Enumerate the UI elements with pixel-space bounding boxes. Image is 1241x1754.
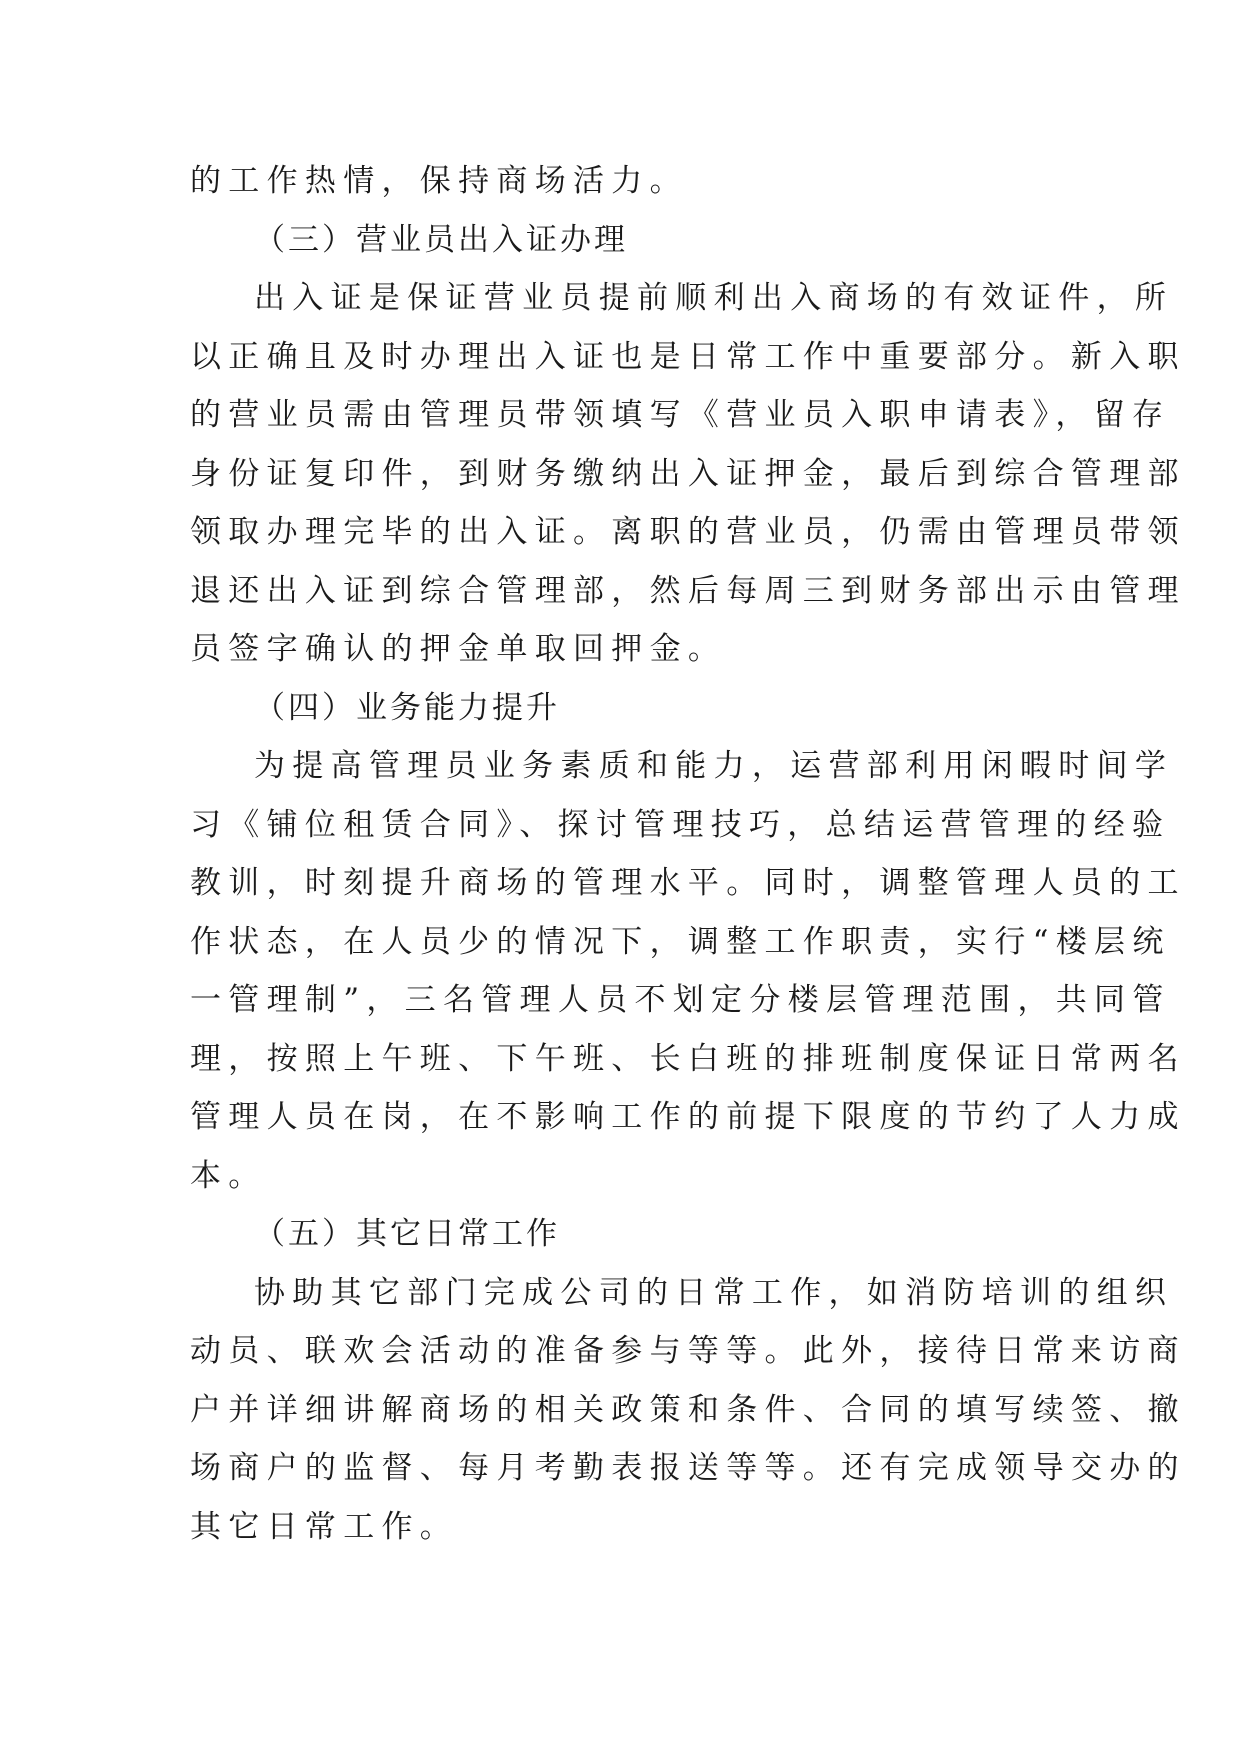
section-heading-4: （四）业务能力提升 [254,689,560,726]
document-body [190,152,1186,1556]
body-line: 作状态，在人员少的情况下，调整工作职责，实行“楼层统 [190,923,1171,960]
body-line: 习《铺位租赁合同》、探讨管理技巧，总结运营管理的经验 [190,806,1171,843]
body-line: 其它日常工作。 [190,1508,459,1545]
body-line: 退还出入证到综合管理部，然后每周三到财务部出示由管理 [190,572,1186,609]
body-line: 员签字确认的押金单取回押金。 [190,631,727,667]
body-line: 身份证复印件，到财务缴纳出入证押金，最后到综合管理部 [190,455,1186,492]
section-heading-5: （五）其它日常工作 [254,1216,560,1252]
body-line: 理，按照上午班、下午班、长白班的排班制度保证日常两名 [190,1040,1186,1077]
paragraph-start: 出入证是保证营业员提前顺利出入商场的有效证件，所 [254,280,1174,316]
body-line: 以正确且及时办理出入证也是日常工作中重要部分。新入职 [190,338,1186,375]
body-line: 的营业员需由管理员带领填写《营业员入职申请表》，留存 [190,397,1171,433]
body-line: 场商户的监督、每月考勤表报送等等。还有完成领导交办的 [190,1450,1186,1486]
paragraph-start: 协助其它部门完成公司的日常工作，如消防培训的组织 [254,1274,1174,1311]
body-line: 教训，时刻提升商场的管理水平。同时，调整管理人员的工 [190,865,1186,901]
body-line: 户并详细讲解商场的相关政策和条件、合同的填写续签、撤 [190,1391,1186,1428]
body-line: 管理人员在岗，在不影响工作的前提下限度的节约了人力成 [190,1099,1186,1135]
body-line: 本。 [190,1157,267,1194]
body-line: 一管理制”，三名管理人员不划定分楼层管理范围，共同管 [190,982,1171,1018]
section-heading-3: （三）营业员出入证办理 [254,221,628,258]
body-line: 的工作热情，保持商场活力。 [190,163,688,199]
body-line: 领取办理完毕的出入证。离职的营业员，仍需由管理员带领 [190,514,1186,550]
paragraph-start: 为提高管理员业务素质和能力，运营部利用闲暇时间学 [254,748,1174,784]
body-line: 动员、联欢会活动的准备参与等等。此外，接待日常来访商 [190,1333,1186,1369]
